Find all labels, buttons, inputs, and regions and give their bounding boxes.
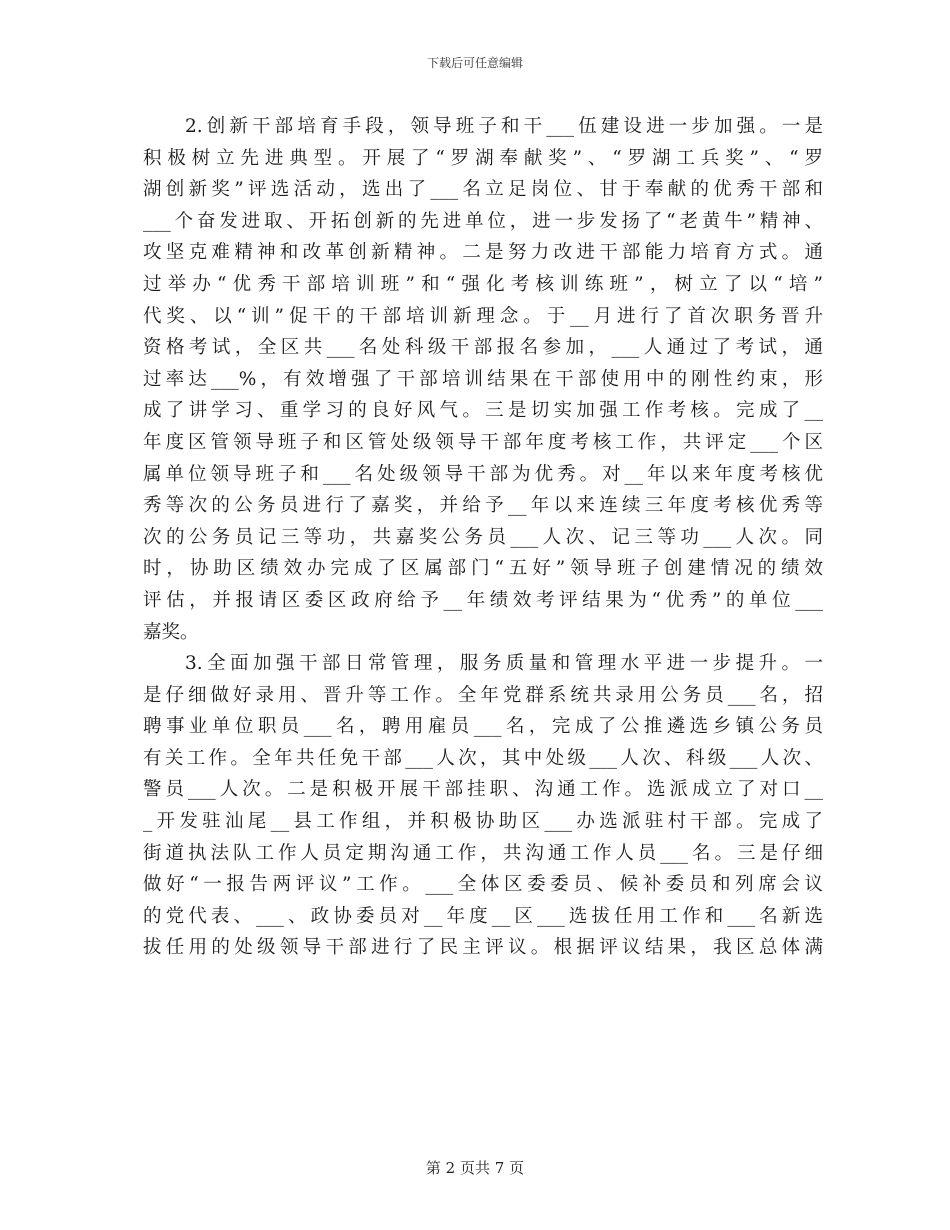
text-line: 警员___人次。二是积极开展干部挂职、沟通工作。选派成立了对口__ — [143, 779, 823, 801]
text-line: 是仔细做好录用、晋升等工作。全年党群系统共录用公务员___名，招 — [143, 684, 823, 706]
text-line: 攻坚克难精神和改革创新精神。二是努力改进干部能力培育方式。通 — [143, 242, 823, 264]
text-line: _开发驻汕尾__县工作组，并积极协助区___办选派驻村干部。完成了 — [143, 811, 823, 833]
text-line: 聘事业单位职员___名，聘用雇员___名，完成了公推遴选乡镇公务员 — [143, 716, 823, 738]
text-line: 积极树立先进典型。开展了“罗湖奉献奖”、“罗湖工兵奖”、“罗 — [143, 147, 823, 169]
text-line: 次的公务员记三等功，共嘉奖公务员___人次、记三等功___人次。同 — [143, 526, 823, 548]
text-line: 街道执法队工作人员定期沟通工作，共沟通工作人员___名。三是仔细 — [143, 842, 823, 864]
text-line: 嘉奖。 — [143, 621, 199, 643]
text-line: 成了讲学习、重学习的良好风气。三是切实加强工作考核。完成了__ — [143, 400, 823, 422]
document-body — [143, 111, 823, 964]
text-line: 2.创新干部培育手段，领导班子和干___伍建设进一步加强。一是 — [185, 116, 823, 137]
page-header: 下载后可任意编辑 — [426, 56, 523, 70]
paragraph-3 — [143, 648, 823, 964]
text-line: 秀等次的公务员进行了嘉奖，并给予__年以来连续三年度考核优秀等 — [143, 495, 823, 517]
paragraph-2 — [143, 111, 823, 648]
text-line: 代奖、以“训”促干的干部培训新理念。于__月进行了首次职务晋升 — [143, 305, 823, 327]
page-number-footer: 第 2 页共 7 页 — [425, 1159, 525, 1177]
text-line: 做好“一报告两评议”工作。___全体区委委员、候补委员和列席会议 — [143, 874, 823, 896]
text-line: 年度区管领导班子和区管处级领导干部年度考核工作，共评定___个区 — [143, 431, 823, 453]
text-line: 时，协助区绩效办完成了区属部门“五好”领导班子创建情况的绩效 — [143, 558, 823, 580]
text-line: 过率达___%，有效增强了干部培训结果在干部使用中的刚性约束，形 — [143, 368, 823, 390]
text-line: ___个奋发进取、开拓创新的先进单位，进一步发扬了“老黄牛”精神、 — [143, 210, 823, 232]
text-line: 评估，并报请区委区政府给予__年绩效考评结果为“优秀”的单位___ — [143, 589, 823, 611]
text-line: 的党代表、___、政协委员对__年度__区___选拔任用工作和___名新选 — [143, 905, 823, 927]
text-line: 3.全面加强干部日常管理，服务质量和管理水平进一步提升。一 — [185, 653, 823, 675]
text-line: 过举办“优秀干部培训班”和“强化考核训练班”，树立了以“培” — [143, 273, 823, 295]
text-line: 资格考试，全区共___名处科级干部报名参加，___人通过了考试，通 — [143, 337, 823, 359]
text-line: 湖创新奖”评选活动，选出了___名立足岗位、甘于奉献的优秀干部和 — [143, 179, 823, 201]
text-line: 属单位领导班子和___名处级领导干部为优秀。对__年以来年度考核优 — [143, 463, 823, 485]
text-line: 拔任用的处级领导干部进行了民主评议。根据评议结果，我区总体满 — [143, 937, 823, 959]
text-line: 有关工作。全年共任免干部___人次，其中处级___人次、科级___人次、 — [143, 747, 823, 769]
